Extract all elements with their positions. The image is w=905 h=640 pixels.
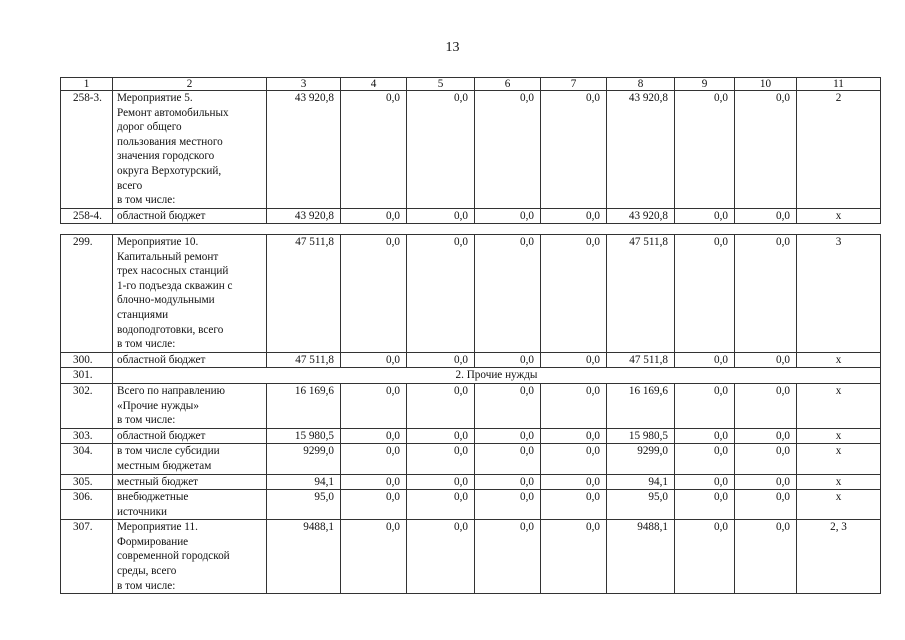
value-cell: 0,0 bbox=[407, 383, 475, 428]
column-number-header: 1 bbox=[61, 78, 113, 91]
value-cell: 0,0 bbox=[735, 208, 797, 224]
value-cell: 0,0 bbox=[475, 383, 541, 428]
value-cell: 2 bbox=[797, 91, 881, 209]
row-description bbox=[113, 91, 267, 209]
value-cell: 0,0 bbox=[407, 474, 475, 490]
value-cell: 0,0 bbox=[735, 235, 797, 353]
description-line: водоподготовки, всего bbox=[117, 323, 224, 336]
value-cell: 0,0 bbox=[541, 91, 607, 209]
value-cell: 0,0 bbox=[475, 235, 541, 353]
value-cell: 0,0 bbox=[475, 474, 541, 490]
value-cell: 0,0 bbox=[675, 91, 735, 209]
value-cell: 95,0 bbox=[607, 490, 675, 520]
description-line: Всего по направлению bbox=[117, 384, 225, 397]
row-index: 258-4. bbox=[61, 208, 113, 224]
description-line: Мероприятие 10. bbox=[117, 236, 199, 248]
description-line: внебюджетные bbox=[117, 491, 189, 504]
value-cell: 0,0 bbox=[341, 352, 407, 368]
description-line: областной бюджет bbox=[117, 353, 206, 366]
value-cell: 9488,1 bbox=[607, 520, 675, 594]
value-cell: 0,0 bbox=[407, 91, 475, 209]
description-line: в том числе: bbox=[117, 579, 176, 592]
value-cell: 2, 3 bbox=[797, 520, 881, 594]
description-line: в том числе: bbox=[117, 194, 176, 207]
description-line: Мероприятие 5. bbox=[117, 92, 193, 104]
table-row bbox=[61, 383, 881, 428]
value-cell: 3 bbox=[797, 235, 881, 353]
value-cell: 0,0 bbox=[541, 474, 607, 490]
description-line: в том числе: bbox=[117, 414, 176, 427]
value-cell: 0,0 bbox=[735, 352, 797, 368]
description-line: Капитальный ремонт bbox=[117, 250, 219, 263]
value-cell: 0,0 bbox=[541, 428, 607, 444]
description-line: трех насосных станций bbox=[117, 265, 229, 278]
value-cell: x bbox=[797, 383, 881, 428]
value-cell: 0,0 bbox=[735, 444, 797, 474]
column-number-header: 2 bbox=[113, 78, 267, 91]
value-cell: x bbox=[797, 428, 881, 444]
value-cell: 94,1 bbox=[267, 474, 341, 490]
value-cell: 0,0 bbox=[407, 490, 475, 520]
description-line: областной бюджет bbox=[117, 429, 206, 442]
row-index: 306. bbox=[61, 490, 113, 520]
description-line: областной бюджет bbox=[117, 209, 206, 222]
value-cell: 0,0 bbox=[541, 235, 607, 353]
description-line: Формирование bbox=[117, 535, 189, 548]
column-number-header: 9 bbox=[675, 78, 735, 91]
table-row bbox=[61, 474, 881, 490]
value-cell: 0,0 bbox=[675, 490, 735, 520]
row-description bbox=[113, 208, 267, 224]
column-number-header: 11 bbox=[797, 78, 881, 91]
description-line: значения городского bbox=[117, 150, 215, 163]
value-cell: 0,0 bbox=[407, 520, 475, 594]
description-line: блочно-модульными bbox=[117, 294, 215, 307]
row-index: 307. bbox=[61, 520, 113, 594]
value-cell: 0,0 bbox=[341, 383, 407, 428]
value-cell: 9299,0 bbox=[607, 444, 675, 474]
value-cell: 47 511,8 bbox=[267, 352, 341, 368]
column-number-header: 5 bbox=[407, 78, 475, 91]
value-cell: x bbox=[797, 490, 881, 520]
row-description bbox=[113, 474, 267, 490]
value-cell: 0,0 bbox=[341, 428, 407, 444]
value-cell: 9299,0 bbox=[267, 444, 341, 474]
row-index: 299. bbox=[61, 235, 113, 353]
table-part-2 bbox=[60, 234, 881, 594]
description-line: станциями bbox=[117, 308, 169, 321]
value-cell: 0,0 bbox=[475, 520, 541, 594]
row-description bbox=[113, 428, 267, 444]
description-line: «Прочие нужды» bbox=[117, 399, 199, 412]
value-cell: 0,0 bbox=[341, 91, 407, 209]
description-line: в том числе: bbox=[117, 338, 176, 351]
value-cell: 16 169,6 bbox=[267, 383, 341, 428]
value-cell: 43 920,8 bbox=[267, 91, 341, 209]
value-cell: 0,0 bbox=[475, 208, 541, 224]
value-cell: 0,0 bbox=[541, 444, 607, 474]
table-row bbox=[61, 208, 881, 224]
description-line: современной городской bbox=[117, 550, 230, 563]
description-line: местным бюджетам bbox=[117, 459, 212, 472]
table-row bbox=[61, 91, 881, 209]
value-cell: 0,0 bbox=[341, 520, 407, 594]
description-line: источники bbox=[117, 505, 168, 518]
value-cell: 0,0 bbox=[407, 235, 475, 353]
value-cell: 47 511,8 bbox=[267, 235, 341, 353]
value-cell: 0,0 bbox=[735, 490, 797, 520]
value-cell: 0,0 bbox=[475, 428, 541, 444]
value-cell: 0,0 bbox=[675, 208, 735, 224]
value-cell: 0,0 bbox=[341, 474, 407, 490]
value-cell: 0,0 bbox=[541, 490, 607, 520]
section-title: 2. Прочие нужды bbox=[113, 368, 881, 384]
table-row bbox=[61, 235, 881, 353]
value-cell: 0,0 bbox=[407, 428, 475, 444]
value-cell: 43 920,8 bbox=[267, 208, 341, 224]
column-number-header: 10 bbox=[735, 78, 797, 91]
value-cell: 0,0 bbox=[735, 91, 797, 209]
value-cell: 0,0 bbox=[735, 383, 797, 428]
row-description bbox=[113, 490, 267, 520]
value-cell: 43 920,8 bbox=[607, 208, 675, 224]
row-description bbox=[113, 444, 267, 474]
table-row bbox=[61, 520, 881, 594]
description-line: в том числе субсидии bbox=[117, 445, 220, 458]
description-line: местный бюджет bbox=[117, 475, 199, 488]
value-cell: 0,0 bbox=[341, 208, 407, 224]
value-cell: 94,1 bbox=[607, 474, 675, 490]
value-cell: 0,0 bbox=[735, 520, 797, 594]
column-number-header: 8 bbox=[607, 78, 675, 91]
value-cell: 0,0 bbox=[675, 235, 735, 353]
value-cell: x bbox=[797, 208, 881, 224]
column-number-header: 3 bbox=[267, 78, 341, 91]
value-cell: 47 511,8 bbox=[607, 352, 675, 368]
value-cell: 0,0 bbox=[475, 444, 541, 474]
row-description bbox=[113, 383, 267, 428]
value-cell: 95,0 bbox=[267, 490, 341, 520]
table-row bbox=[61, 368, 881, 384]
value-cell: 0,0 bbox=[407, 352, 475, 368]
table-row bbox=[61, 490, 881, 520]
value-cell: x bbox=[797, 474, 881, 490]
description-line: дорог общего bbox=[117, 121, 182, 134]
table-part-1 bbox=[60, 77, 881, 224]
description-line: Ремонт автомобильных bbox=[117, 106, 229, 119]
row-description bbox=[113, 235, 267, 353]
column-number-header: 7 bbox=[541, 78, 607, 91]
table-row bbox=[61, 428, 881, 444]
value-cell: 0,0 bbox=[475, 91, 541, 209]
value-cell: 9488,1 bbox=[267, 520, 341, 594]
description-line: 1-го подъезда скважин с bbox=[117, 279, 233, 292]
row-index: 301. bbox=[61, 368, 113, 384]
column-number-header: 6 bbox=[475, 78, 541, 91]
page-number: 13 bbox=[445, 40, 460, 55]
description-line: всего bbox=[117, 179, 143, 192]
value-cell: 0,0 bbox=[675, 383, 735, 428]
value-cell: 0,0 bbox=[475, 490, 541, 520]
value-cell: 0,0 bbox=[675, 428, 735, 444]
value-cell: 0,0 bbox=[675, 352, 735, 368]
value-cell: 15 980,5 bbox=[607, 428, 675, 444]
value-cell: 0,0 bbox=[341, 444, 407, 474]
value-cell: 0,0 bbox=[675, 474, 735, 490]
row-index: 303. bbox=[61, 428, 113, 444]
header-row bbox=[61, 78, 881, 91]
value-cell: 0,0 bbox=[475, 352, 541, 368]
value-cell: 0,0 bbox=[541, 208, 607, 224]
value-cell: 0,0 bbox=[675, 444, 735, 474]
value-cell: 16 169,6 bbox=[607, 383, 675, 428]
value-cell: 0,0 bbox=[407, 444, 475, 474]
column-number-header: 4 bbox=[341, 78, 407, 91]
value-cell: 0,0 bbox=[541, 352, 607, 368]
value-cell: 15 980,5 bbox=[267, 428, 341, 444]
row-index: 305. bbox=[61, 474, 113, 490]
description-line: пользования местного bbox=[117, 135, 223, 148]
row-index: 300. bbox=[61, 352, 113, 368]
table-row bbox=[61, 352, 881, 368]
value-cell: 0,0 bbox=[341, 490, 407, 520]
value-cell: 0,0 bbox=[541, 383, 607, 428]
value-cell: 0,0 bbox=[541, 520, 607, 594]
description-line: среды, всего bbox=[117, 565, 177, 578]
value-cell: 43 920,8 bbox=[607, 91, 675, 209]
value-cell: 0,0 bbox=[735, 474, 797, 490]
value-cell: x bbox=[797, 352, 881, 368]
value-cell: x bbox=[797, 444, 881, 474]
value-cell: 0,0 bbox=[407, 208, 475, 224]
value-cell: 47 511,8 bbox=[607, 235, 675, 353]
row-description bbox=[113, 520, 267, 594]
description-line: округа Верхотурский, bbox=[117, 164, 222, 177]
row-index: 302. bbox=[61, 383, 113, 428]
value-cell: 0,0 bbox=[675, 520, 735, 594]
row-description bbox=[113, 352, 267, 368]
value-cell: 0,0 bbox=[341, 235, 407, 353]
description-line: Мероприятие 11. bbox=[117, 521, 198, 534]
row-index: 258-3. bbox=[61, 91, 113, 209]
table-row bbox=[61, 444, 881, 474]
row-index: 304. bbox=[61, 444, 113, 474]
value-cell: 0,0 bbox=[735, 428, 797, 444]
